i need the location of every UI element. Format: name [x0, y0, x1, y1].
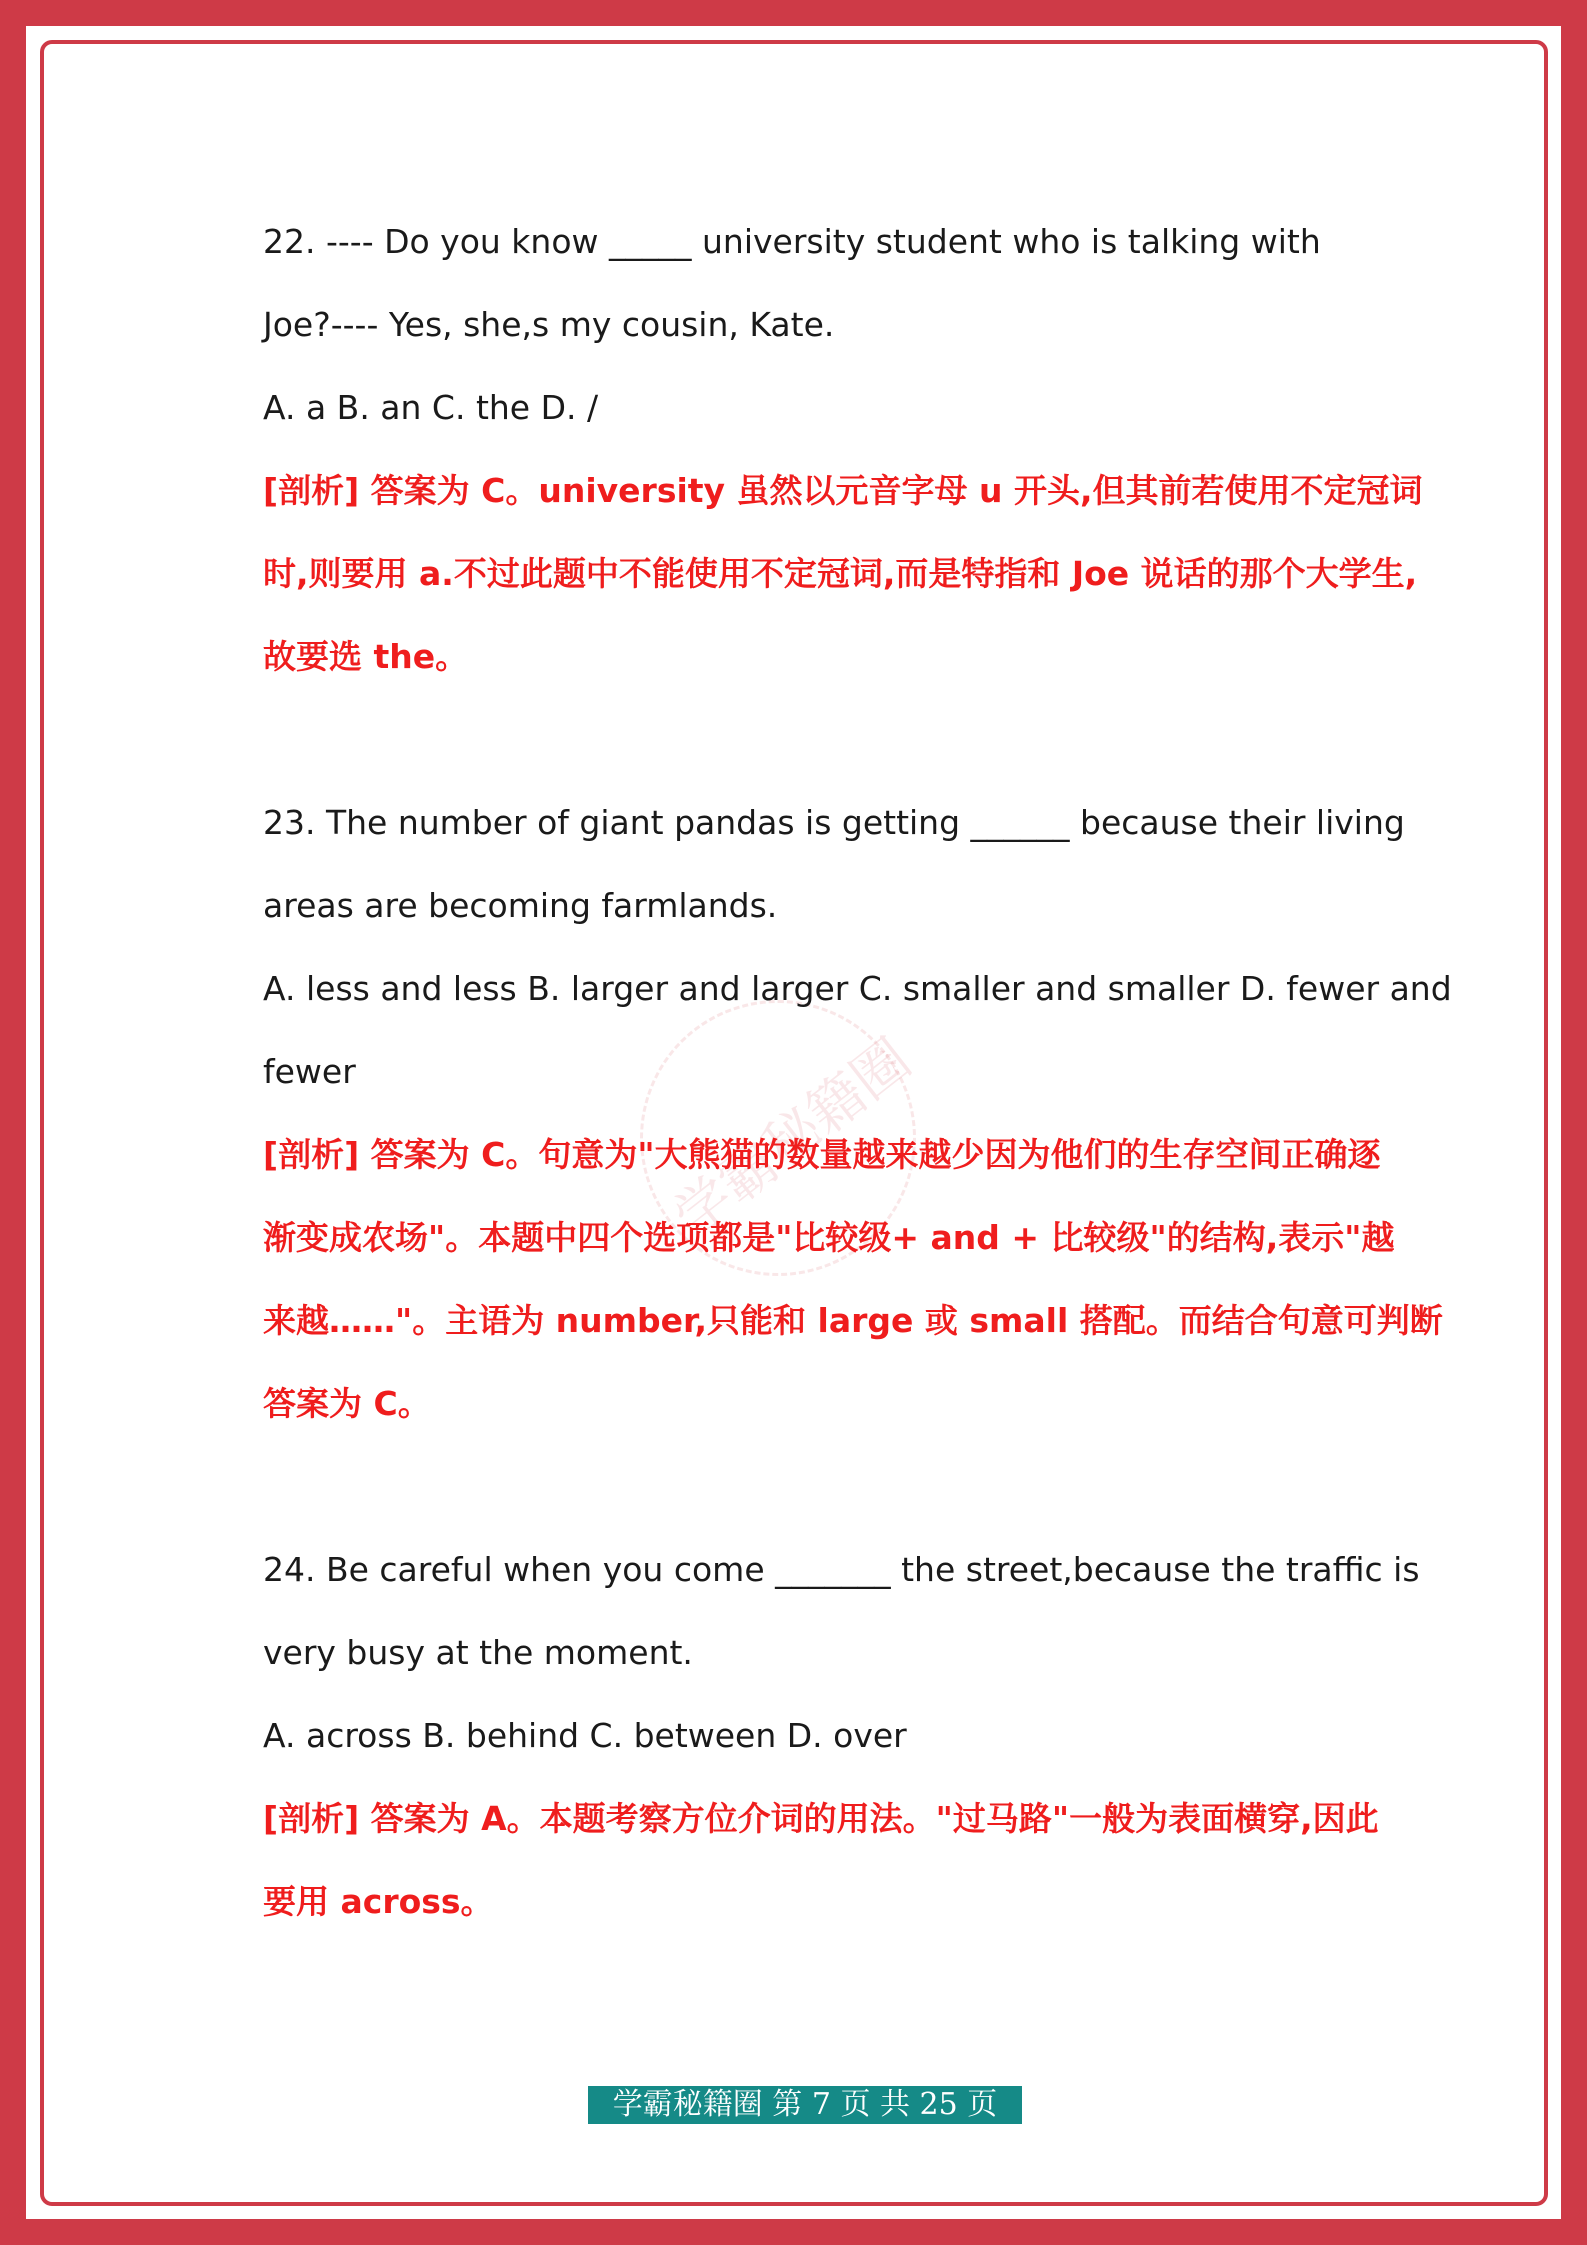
question-stem-line: very busy at the moment.: [263, 1633, 693, 1672]
question-options-continued: fewer: [263, 1052, 356, 1091]
blank-line: [263, 1445, 1353, 1528]
analysis-line: 来越……"。主语为 number,只能和 large 或 small 搭配。而结合句意可判断: [263, 1301, 1443, 1340]
question-stem-line: areas are becoming farmlands.: [263, 886, 778, 925]
analysis-line: 故要选 the。: [263, 637, 469, 676]
question-stem-line: 23. The number of giant pandas is getting ______ because their living: [263, 803, 1405, 842]
question-23: [263, 781, 1452, 1445]
question-22: [263, 200, 1423, 698]
question-options: A. less and less B. larger and larger C. smaller and smaller D. fewer and: [263, 969, 1452, 1008]
page-footer: 学霸秘籍圈 第 7 页 共 25 页: [588, 2086, 1022, 2124]
question-stem-line: Joe?---- Yes, she,s my cousin, Kate.: [263, 305, 835, 344]
analysis-line: 要用 across。: [263, 1882, 494, 1921]
analysis-line: 时,则要用 a.不过此题中不能使用不定冠词,而是特指和 Joe 说话的那个大学生,: [263, 554, 1418, 593]
analysis-line: 答案为 C。: [263, 1384, 431, 1423]
question-options: A. a B. an C. the D. /: [263, 388, 599, 427]
analysis-line: 渐变成农场"。本题中四个选项都是"比较级+ and + 比较级"的结构,表示"越: [263, 1218, 1395, 1257]
analysis-line: [剖析] 答案为 A。本题考察方位介词的用法。"过马路"一般为表面横穿,因此: [263, 1799, 1379, 1838]
analysis-line: [剖析] 答案为 C。university 虽然以元音字母 u 开头,但其前若使用不定冠词: [263, 471, 1423, 510]
analysis-line: [剖析] 答案为 C。句意为"大熊猫的数量越来越少因为他们的生存空间正确逐: [263, 1135, 1381, 1174]
question-stem-line: 22. ---- Do you know _____ university student who is talking with: [263, 222, 1321, 261]
document-body: [263, 200, 1452, 1943]
question-stem-line: 24. Be careful when you come _______ the street,because the traffic is: [263, 1550, 1420, 1589]
blank-line: [263, 698, 1353, 781]
question-options: A. across B. behind C. between D. over: [263, 1716, 907, 1755]
question-24: [263, 1528, 1420, 1943]
